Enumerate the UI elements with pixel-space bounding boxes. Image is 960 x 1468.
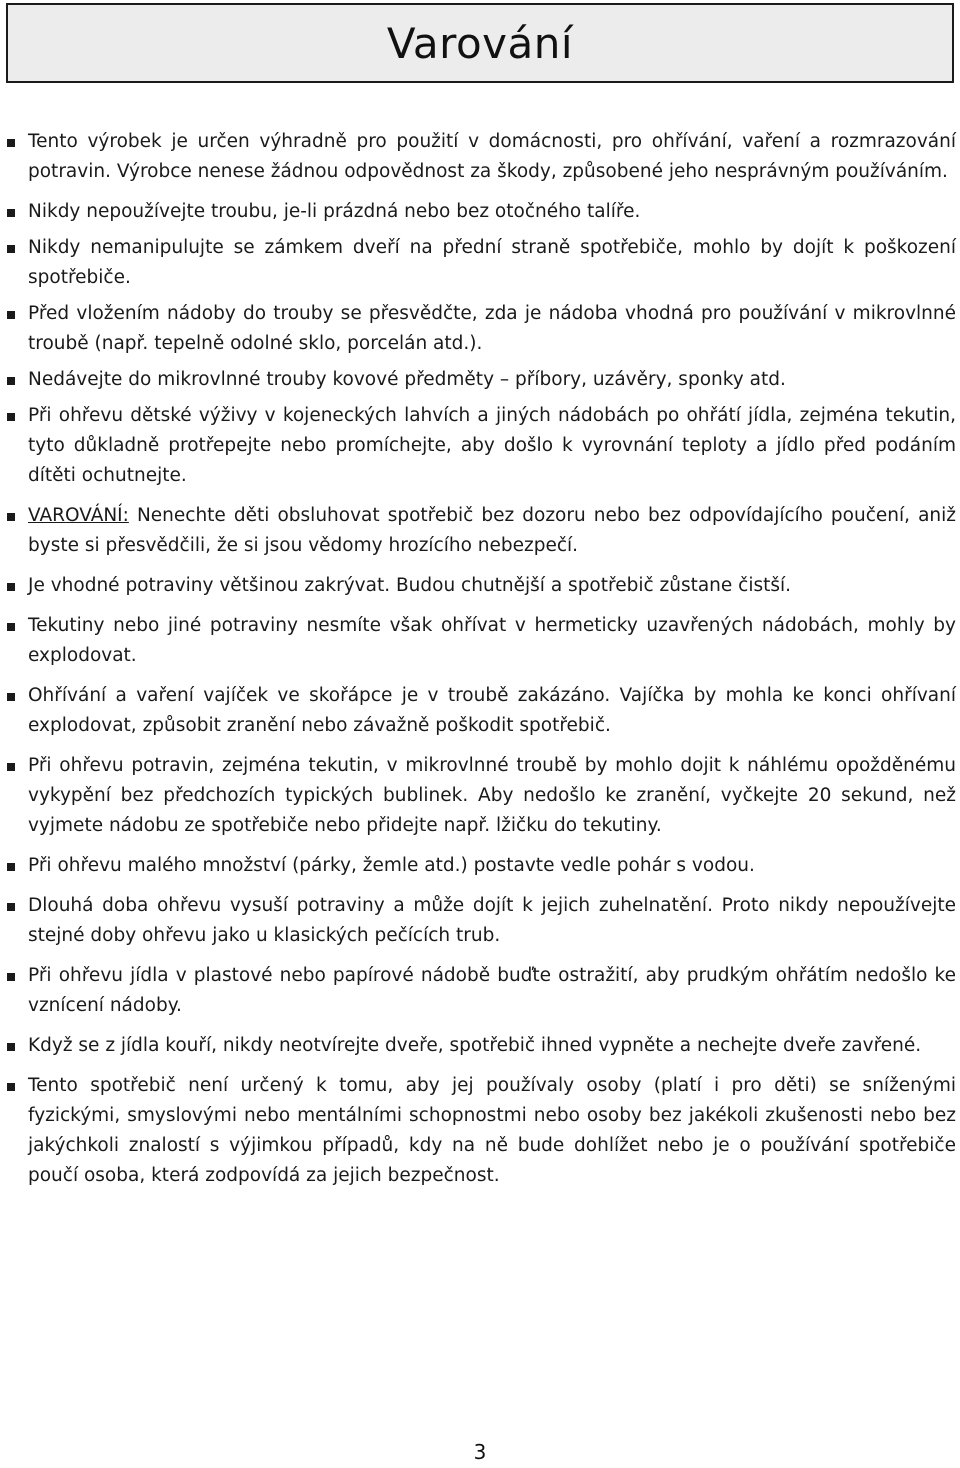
title-banner <box>6 3 954 83</box>
square-bullet-icon <box>7 139 15 147</box>
warning-item <box>0 233 960 293</box>
square-bullet-icon <box>7 1043 15 1051</box>
square-bullet-icon <box>7 763 15 771</box>
warning-item <box>0 611 960 671</box>
warning-text: Tento spotřebič není určený k tomu, aby jej používaly osoby (platí i pro děti) se sníženými fyzickými, smyslovými nebo mentálními schopnostmi nebo osoby bez jakékoli zkušenosti nebo bez jakýchkoli znalostí s výjimkou případů, kdy na ně bude dohlížet nebo je o používání spotřebiče poučí osoba, která zodpovídá za jejich bezpečnost. <box>28 1075 956 1186</box>
warning-item <box>0 365 960 395</box>
square-bullet-icon <box>7 209 15 217</box>
warning-item <box>0 851 960 881</box>
warning-item <box>0 751 960 841</box>
warning-text: Když se z jídla kouří, nikdy neotvírejte dveře, spotřebič ihned vypněte a nechejte dveře zavřené. <box>28 1035 922 1056</box>
warning-text: Nikdy nepoužívejte troubu, je-li prázdná nebo bez otočného talíře. <box>28 201 641 222</box>
warning-text: Dlouhá doba ohřevu vysuší potraviny a může dojít k jejich zuhelnatění. Proto nikdy nepoužívejte stejné doby ohřevu jako u klasických pečících trub. <box>28 895 956 946</box>
warning-item <box>0 299 960 359</box>
warning-text: Je vhodné potraviny většinou zakrývat. Budou chutnější a spotřebič zůstane čistší. <box>28 575 792 596</box>
warning-item <box>0 127 960 187</box>
square-bullet-icon <box>7 583 15 591</box>
warning-item <box>0 401 960 491</box>
square-bullet-icon <box>7 413 15 421</box>
warning-item <box>0 681 960 741</box>
square-bullet-icon <box>7 1083 15 1091</box>
warning-text: Nenechte děti obsluhovat spotřebič bez dozoru nebo bez odpovídajícího poučení, aniž byste si přesvědčili, že si jsou vědomy hrozícího nebezpečí. <box>28 505 956 556</box>
page-title: Varování <box>386 18 574 68</box>
page-number: 3 <box>473 1440 487 1464</box>
warning-text: Ohřívání a vaření vajíček ve skořápce je v troubě zakázáno. Vajíčka by mohla ke konci ohřívaní explodovat, způsobit zranění nebo závažně poškodit spotřebič. <box>28 685 956 736</box>
warning-text: Při ohřevu potravin, zejména tekutin, v mikrovlnné troubě by mohlo dojit k náhlému opožděnému vykypění bez předchozích typických bublinek. Aby nedošlo ke zranění, vyčkejte 20 sekund, než vyjmete nádobu ze spotřebiče nebo přidejte např. lžičku do tekutiny. <box>28 755 956 836</box>
warning-text: Tento výrobek je určen výhradně pro použití v domácnosti, pro ohřívání, vaření a rozmrazování potravin. Výrobce nenese žádnou odpovědnost za škody, způsobené jeho nesprávným používáním. <box>28 131 956 182</box>
warning-text: Při ohřevu malého množství (párky, žemle atd.) postavte vedle pohár s vodou. <box>28 855 755 876</box>
warning-text: Tekutiny nebo jiné potraviny nesmíte však ohřívat v hermeticky uzavřených nádobách, mohly by explodovat. <box>28 615 956 666</box>
square-bullet-icon <box>7 973 15 981</box>
square-bullet-icon <box>7 863 15 871</box>
square-bullet-icon <box>7 311 15 319</box>
warning-item <box>0 571 960 601</box>
warning-item <box>0 197 960 227</box>
square-bullet-icon <box>7 245 15 253</box>
warning-item <box>0 891 960 951</box>
square-bullet-icon <box>7 377 15 385</box>
warning-text: Nedávejte do mikrovlnné trouby kovové předměty – příbory, uzávěry, sponky atd. <box>28 369 786 390</box>
square-bullet-icon <box>7 903 15 911</box>
warning-item <box>0 1031 960 1061</box>
warning-list <box>0 127 960 1201</box>
square-bullet-icon <box>7 623 15 631</box>
warning-text: Při ohřevu dětské výživy v kojeneckých lahvích a jiných nádobách po ohřátí jídla, zejména tekutin, tyto důkladně protřepejte nebo promíchejte, aby došlo k vyrovnání teploty a jídlo před podáním dítěti ochutnejte. <box>28 405 956 486</box>
warning-item <box>0 501 960 561</box>
warning-item <box>0 1071 960 1191</box>
warning-label: VAROVÁNÍ: <box>28 505 129 526</box>
warning-text: Nikdy nemanipulujte se zámkem dveří na přední straně spotřebiče, mohlo by dojít k poškození spotřebiče. <box>28 237 956 288</box>
warning-text: Při ohřevu jídla v plastové nebo papírové nádobě buďte ostražití, aby prudkým ohřátím nedošlo ke vznícení nádoby. <box>28 965 956 1016</box>
square-bullet-icon <box>7 513 15 521</box>
warning-item <box>0 961 960 1021</box>
square-bullet-icon <box>7 693 15 701</box>
warning-text: Před vložením nádoby do trouby se přesvědčte, zda je nádoba vhodná pro používání v mikrovlnné troubě (např. tepelně odolné sklo, porcelán atd.). <box>28 303 956 354</box>
